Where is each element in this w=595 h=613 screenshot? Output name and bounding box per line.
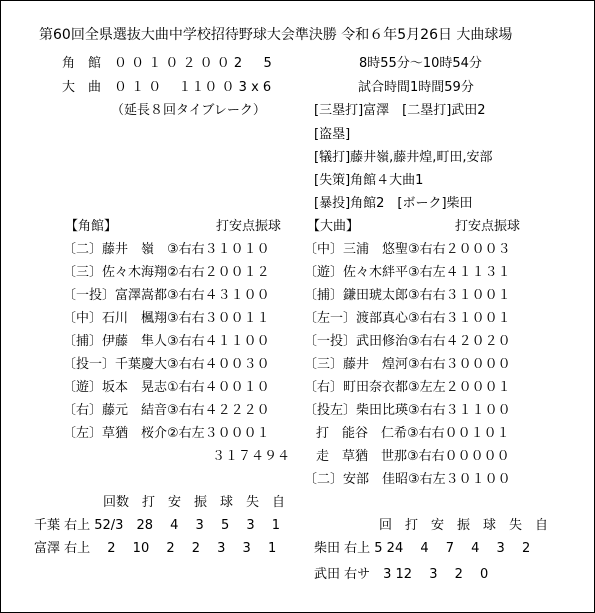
pitching-left-headers: 回数 打 安 振 球 失 自 xyxy=(103,495,286,510)
info-sacrifices: [犠打]藤井嶺,藤井煌,町田,安部 xyxy=(314,150,493,165)
pitching-right-headers: 回 打 安 振 球 失 自 xyxy=(379,518,549,533)
omagari-row: 〔右〕町田奈衣都③左左２０００１ xyxy=(304,380,511,395)
omagari-row: 〔一投〕武田修治③右右４２０２０ xyxy=(304,334,511,349)
omagari-row: 打 能谷 仁希③右右００１０１ xyxy=(316,426,510,441)
kakunodate-header: 【角館】 xyxy=(65,219,118,234)
kakunodate-row: 〔二〕藤井 嶺 ③右右３１０１０ xyxy=(63,242,270,257)
linescore-kakunodate: 角 館 ０ ０ １ ０ ２ ０ ０ 2 5 xyxy=(62,56,272,71)
page-title: 第60回全県選抜大曲中学校招待野球大会準決勝 令和６年5月26日 大曲球場 xyxy=(39,27,513,43)
info-wild-pitch: [暴投]角館2 [ボーク]柴田 xyxy=(314,196,473,211)
pitching-right-row: 武田 右サ 3 12 3 2 0 xyxy=(314,567,489,582)
pitching-left-row: 千葉 右上 52/3 28 4 3 5 3 1 xyxy=(34,518,281,533)
info-steals: [盗塁] xyxy=(314,127,351,142)
omagari-row: 〔二〕安部 佳昭③右左３０１００ xyxy=(304,472,511,487)
kakunodate-row: 〔左〕草猶 桜介②右左３０００１ xyxy=(63,426,270,441)
omagari-header: 【大曲】 xyxy=(307,219,360,234)
kakunodate-row: 〔捕〕伊藤 隼人③右右４１１００ xyxy=(63,334,270,349)
kakunodate-total: ３１７４９４ xyxy=(212,449,291,464)
omagari-row: 〔投左〕柴田比瑛③右右３１１００ xyxy=(304,403,511,418)
pitching-left-row: 富澤 右上 2 10 2 2 3 3 1 xyxy=(34,541,277,556)
linescore-omagari: 大 曲 ０ １ ０ １１０ ０ 3 x 6 xyxy=(62,80,272,95)
kakunodate-columns: 打安点振球 xyxy=(216,219,282,234)
omagari-row: 〔中〕三浦 悠聖③右右２０００３ xyxy=(304,242,511,257)
info-errors: [失策]角館４大曲1 xyxy=(314,173,424,188)
omagari-row: 〔捕〕鎌田琥太郎③右右３１００１ xyxy=(304,288,511,303)
kakunodate-row: 〔投一〕千葉慶大③右右４００３０ xyxy=(63,357,270,372)
game-duration: 試合時間1時間59分 xyxy=(358,80,474,95)
omagari-row: 〔左一〕渡部真心③右右３１００１ xyxy=(304,311,511,326)
kakunodate-row: 〔右〕藤元 結音③右右４２２２０ xyxy=(63,403,270,418)
kakunodate-row: 〔三〕佐々木海翔②右右２００１２ xyxy=(63,265,270,280)
omagari-row: 〔遊〕佐々木絆平③右左４１１３１ xyxy=(304,265,511,280)
kakunodate-row: 〔中〕石川 楓翔③右右３００１１ xyxy=(63,311,270,326)
game-time-range: 8時55分〜10時54分 xyxy=(359,56,482,71)
kakunodate-row: 〔遊〕坂本 晃志①右右４００１０ xyxy=(63,380,270,395)
omagari-columns: 打安点振球 xyxy=(455,219,521,234)
omagari-row: 〔三〕藤井 煌河③右右３００００ xyxy=(304,357,511,372)
pitching-right-row: 柴田 右上 5 24 4 7 4 3 2 xyxy=(314,541,531,556)
info-triples: [三塁打]富澤 [二塁打]武田2 xyxy=(314,103,486,118)
kakunodate-row: 〔一投〕富澤嵩都③右右４３１００ xyxy=(63,288,270,303)
linescore-note: （延長８回タイブレーク） xyxy=(111,103,266,118)
omagari-row: 走 草猶 世那③右右０００００ xyxy=(316,449,510,464)
